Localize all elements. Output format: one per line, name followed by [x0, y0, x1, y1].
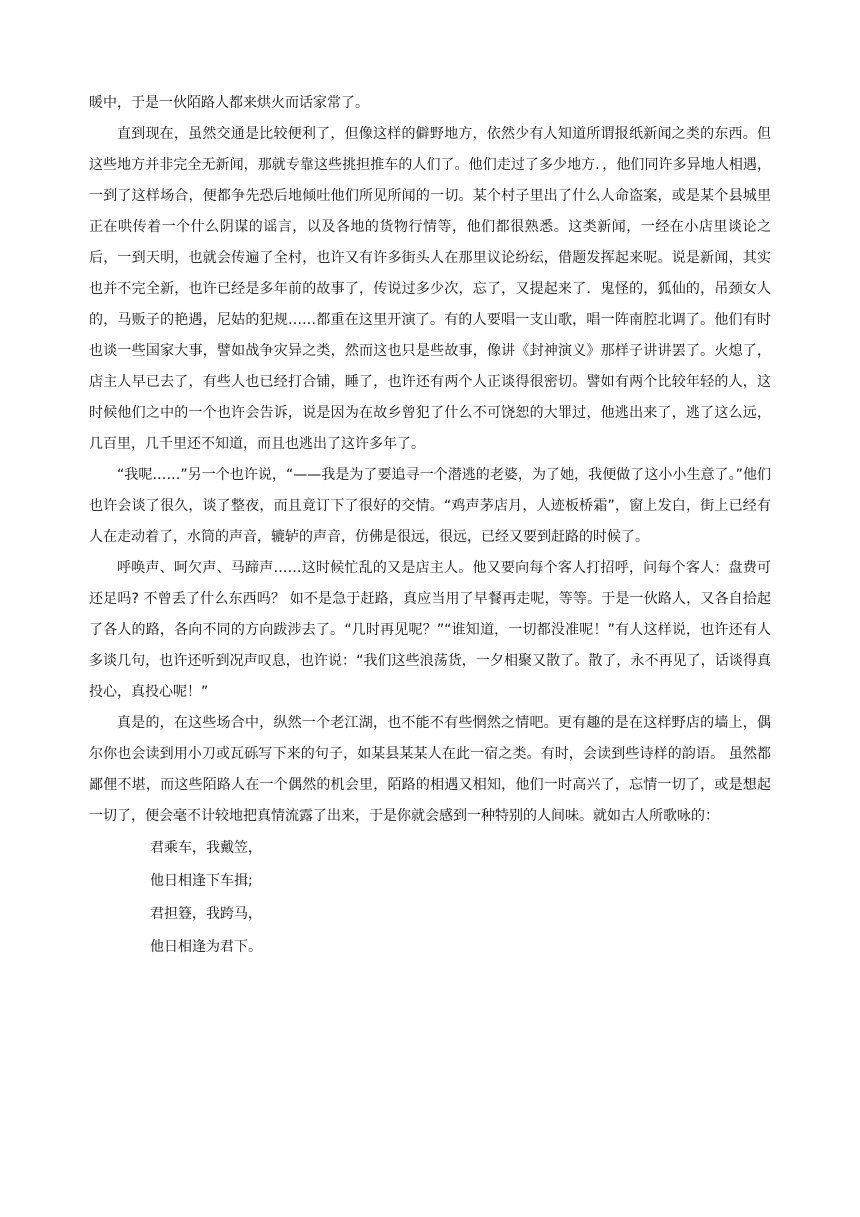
document-page — [89, 88, 771, 964]
poem-line-3: 君担簦，我跨马， — [150, 906, 262, 922]
paragraph-4: 呼唤声、呵欠声、马蹄声……这时候忙乱的又是店主人。他又要向每个客人打招呼，问每个客人：盘费可还足吗? 不曾丢了什么东西吗？ 如不是急于赶路，真应当用了早餐再走呢，等等。于是一伙路人，又各自拾起了各人的路，各向不同的方向跋涉去了。“几时再见呢？”“谁知道，一切都没准呢！”有人这样说，也许还有人多谈几句，也许还听到况声叹息，也许说：“我们这些浪荡货，一夕相聚又散了。散了，永不再见了，话谈得真投心，真投心呢！” — [89, 560, 771, 700]
poem-line-4: 他日相逢为君下。 — [150, 939, 262, 955]
poem-line-1: 君乘车，我戴笠， — [150, 840, 262, 856]
paragraph-5: 真是的，在这些场合中，纵然一个老江湖，也不能不有些惘然之情吧。更有趣的是在这样野店的墙上，偶尔你也会读到用小刀或瓦砾写下来的句子，如某县某某人在此一宿之类。有时，会读到些诗样的韵语。 虽然都鄙俚不堪，而这些陌路人在一个偶然的机会里，陌路的相遇又相知，他们一时高兴了，忘情一切了，或是想起一切了，便会毫不计较地把真情流露了出来，于是你就会感到一种特别的人间味。就如古人所歌咏的： — [89, 715, 771, 824]
poem — [89, 832, 771, 964]
poem-line-2: 他日相逢下车揖; — [150, 873, 253, 889]
paragraph-1: 暖中，于是一伙陌路人都来烘火而话家常了。 — [89, 95, 369, 111]
paragraph-3: “我呢……”另一个也许说，“——我是为了要追寻一个潜逃的老婆，为了她，我便做了这小小生意了。”他们也许会谈了很久，谈了整夜，而且竟订下了很好的交情。“鸡声茅店月，人迹板桥霜”，窗上发白，街上已经有人在走动着了，水筒的声音，辘轳的声音，仿佛是很远，很远，已经又要到赶路的时候了。 — [89, 467, 771, 545]
paragraph-2: 直到现在，虽然交通是比较便利了，但像这样的僻野地方，依然少有人知道所谓报纸新闻之类的东西。但这些地方并非完全无新闻，那就专靠这些挑担推车的人们了。他们走过了多少地方．，他们同许多异地人相遇，一到了这样场合，便都争先恐后地倾吐他们所见所闻的一切。某个村子里出了什么人命盗案，或是某个县城里正在哄传着一个什么阴谋的谣言，以及各地的货物行情等，他们都很熟悉。这类新闻，一经在小店里谈论之后，一到天明，也就会传遍了全村，也许又有许多街头人在那里议论纷纭，借题发挥起来呢。说是新闻，其实也并不完全新，也许已经是多年前的故事了，传说过多少次，忘了，又提起来了．鬼怪的，狐仙的，吊颈女人的，马贩子的艳遇，尼姑的犯规……都重在这里开演了。有的人要唱一支山歌，唱一阵南腔北调了。他们有时也谈一些国家大事，譬如战争灾异之类，然而这也只是些故事，像讲《封神演义》那样子讲讲罢了。火熄了，店主人早已去了，有些人也已经打合铺，睡了，也许还有两个人正谈得很密切。譬如有两个比较年轻的人，这时候他们之中的一个也许会告诉，说是因为在故乡曾犯了什么不可饶恕的大罪过，他逃出来了，逃了这么远，几百里，几千里还不知道，而且也逃出了这许多年了。 — [89, 126, 771, 452]
